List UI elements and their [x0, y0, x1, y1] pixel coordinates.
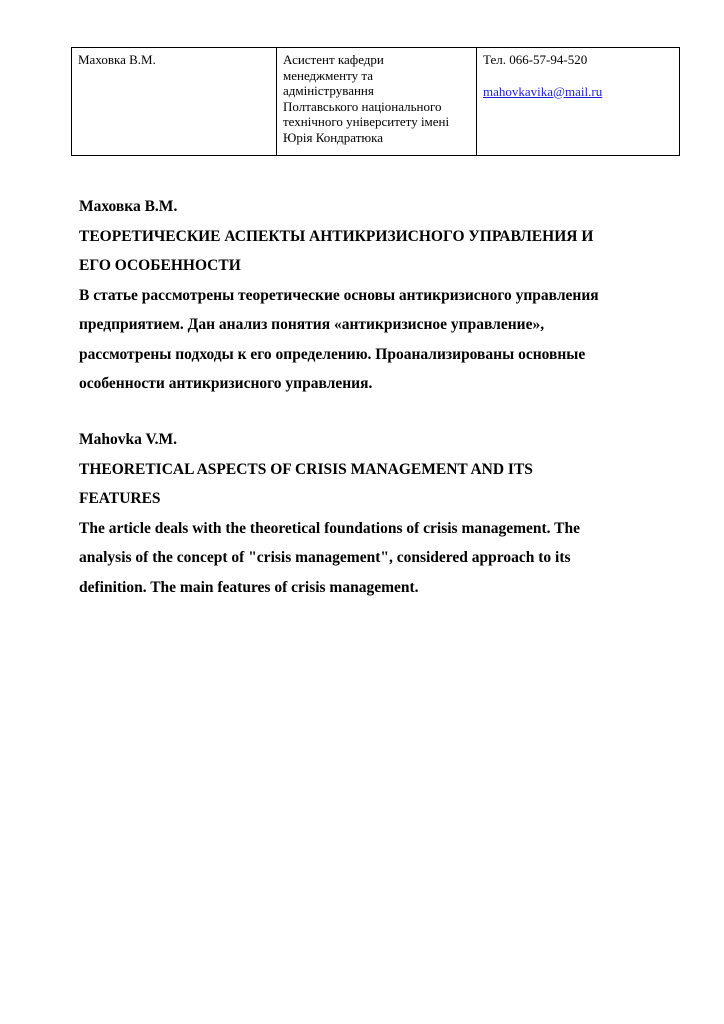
author-contact-cell [477, 48, 680, 156]
author-position-cell [277, 48, 477, 156]
author-name-cell [72, 48, 277, 156]
position-line: технічного університету імені [283, 114, 450, 130]
en-author: Mahovka V.M. [79, 431, 178, 448]
ru-abstract-line: рассмотрены подходы к его определению. Проанализированы основные [79, 345, 586, 363]
author-name: Маховка В.М. [78, 52, 156, 67]
en-abstract-line: definition. The main features of crisis management. [79, 578, 419, 596]
en-abstract-line: analysis of the concept of "crisis management", considered approach to its [79, 549, 571, 566]
english-abstract-section [79, 425, 669, 602]
author-info-row [72, 48, 680, 156]
ru-abstract-line: предприятием. Дан анализ понятия «антикризисное управление», [79, 316, 545, 333]
en-title-line: THEORETICAL ASPECTS OF CRISIS MANAGEMENT AND ITS [79, 460, 533, 478]
position-line: Асистент кафедри [283, 52, 384, 67]
position-line: Полтавського національного [283, 98, 442, 114]
russian-abstract-section [79, 192, 669, 399]
position-line: адміністрування [283, 83, 374, 99]
author-info-table [71, 47, 680, 156]
ru-abstract-line: особенности антикризисного управления. [79, 375, 373, 392]
position-line: менеджменту та [283, 67, 373, 83]
ru-abstract-line: В статье рассмотрены теоретические основы антикризисного управления [79, 286, 599, 304]
ru-title-line: ТЕОРЕТИЧЕСКИЕ АСПЕКТЫ АНТИКРИЗИСНОГО УПРАВЛЕНИЯ И [79, 227, 594, 245]
email-link[interactable]: mahovkavika@mail.ru [483, 83, 603, 99]
ru-author: Маховка В.М. [79, 198, 178, 215]
ru-title-line: ЕГО ОСОБЕННОСТИ [79, 257, 241, 274]
en-title-line: FEATURES [79, 490, 161, 507]
phone-number: Тел. 066-57-94-520 [483, 52, 588, 67]
position-line: Юрія Кондратюка [283, 129, 384, 145]
en-abstract-line: The article deals with the theoretical foundations of crisis management. The [79, 519, 580, 537]
